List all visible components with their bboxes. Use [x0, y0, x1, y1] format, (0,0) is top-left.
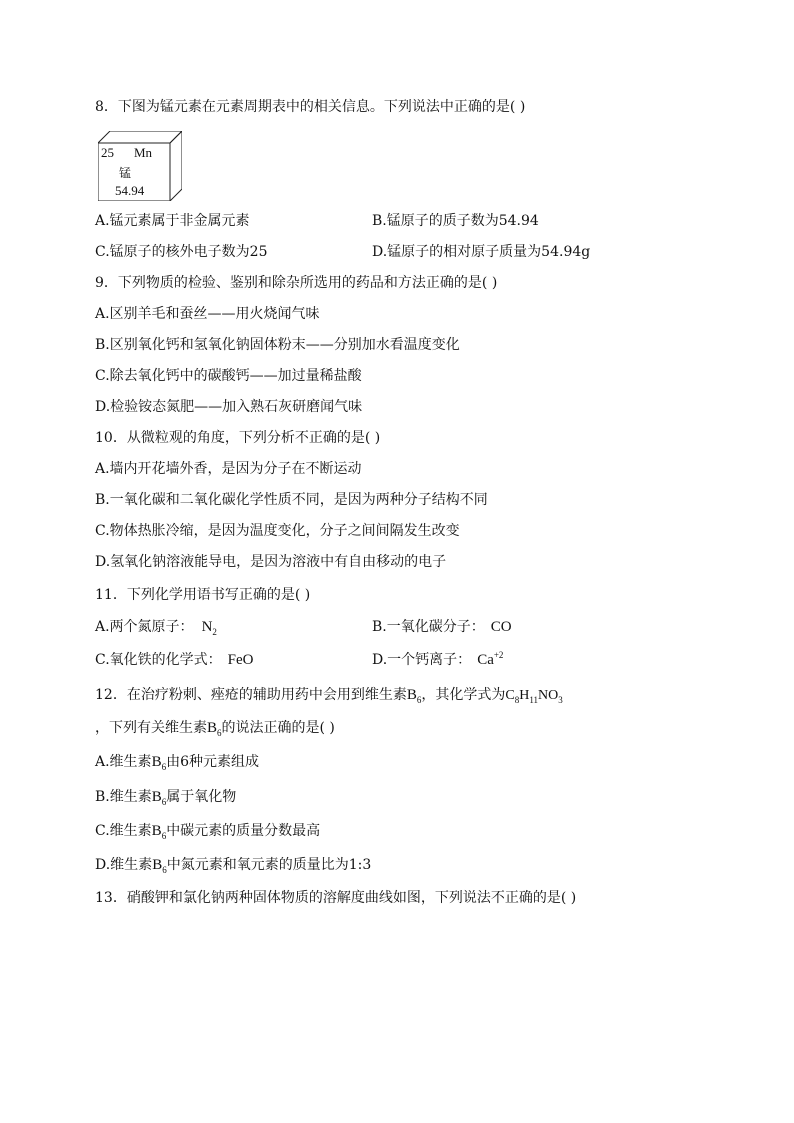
q10-option-a: A.墙内开花墙外香，是因为分子在不断运动 — [95, 461, 362, 477]
atomic-mass: 54.94 — [115, 183, 145, 198]
q8-option-a: A.锰元素属于非金属元素 — [95, 213, 250, 229]
vitamin-b6-symbol: $B_6$ — [151, 754, 167, 772]
q11-option-d-text: D.一个钙离子： — [372, 652, 472, 668]
q9-option-b: B.区别氧化钙和氢氧化钠固体粉末——分别加水看温度变化 — [95, 337, 460, 353]
q12-option-c: C.维生素$B_6$中碳元素的质量分数最高 — [95, 823, 321, 841]
q12-option-d: D.维生素$B_6$中氮元素和氧元素的质量比为1:3 — [95, 857, 372, 875]
question-13-stem: 13．硝酸钾和氯化钠两种固体物质的溶解度曲线如图，下列说法不正确的是( ) — [95, 890, 577, 906]
question-12-stem-continued: ，下列有关维生素$B_6$的说法正确的是( ) — [95, 720, 335, 738]
q11-option-c-formula: FeO — [227, 652, 254, 668]
element-symbol: Mn — [134, 145, 153, 160]
question-12-stem: 12．在治疗粉刺、痤疮的辅助用药中会用到维生素$B_6$，其化学式为$C_8H_{11}NO_3$ — [95, 687, 563, 705]
q12-option-b: B.维生素$B_6$属于氧化物 — [95, 789, 237, 807]
vitamin-b6-formula: $C_8H_{11}NO_3$ — [505, 688, 563, 705]
q11-option-c — [95, 650, 254, 670]
vitamin-b6-symbol: $B_6$ — [151, 789, 167, 807]
vitamin-b6-symbol: $B_6$ — [151, 823, 167, 841]
periodic-table-cell — [98, 131, 182, 201]
vitamin-b6-symbol: $B_6$ — [406, 687, 422, 705]
q9-option-c: C.除去氧化钙中的碳酸钙——加过量稀盐酸 — [95, 368, 362, 384]
q11-option-a — [95, 617, 217, 637]
atomic-number: 25 — [101, 145, 114, 160]
q11-option-b-text: B.一氧化碳分子： — [372, 619, 485, 635]
element-name: 锰 — [119, 166, 132, 180]
q11-option-a-formula: $N_2$ — [201, 619, 217, 637]
q12-option-a: A.维生素$B_6$由6种元素组成 — [95, 754, 259, 772]
q9-option-a: A.区别羊毛和蚕丝——用火烧闻气味 — [95, 306, 320, 322]
q9-option-d: D.检验铵态氮肥——加入熟石灰研磨闻气味 — [95, 399, 363, 415]
question-8-stem: 8．下图为锰元素在元素周期表中的相关信息。下列说法中正确的是( ) — [95, 99, 526, 115]
question-9-stem: 9．下列物质的检验、鉴别和除杂所选用的药品和方法正确的是( ) — [95, 275, 498, 291]
q8-option-c: C.锰原子的核外电子数为25 — [95, 244, 268, 260]
q8-option-d: D.锰原子的相对原子质量为54.94g — [372, 244, 591, 260]
q11-option-c-text: C.氧化铁的化学式： — [95, 652, 222, 668]
q10-option-b: B.一氧化碳和二氧化碳化学性质不同，是因为两种分子结构不同 — [95, 492, 488, 508]
q10-option-d: D.氢氧化钠溶液能导电，是因为溶液中有自由移动的电子 — [95, 554, 447, 570]
vitamin-b6-symbol: $B_6$ — [152, 857, 167, 875]
q11-option-a-text: A.两个氮原子： — [95, 619, 194, 635]
q11-option-d-formula: $Ca^{+2}$ — [477, 650, 504, 668]
vitamin-b6-symbol: $B_6$ — [207, 720, 222, 738]
q8-option-b: B.锰原子的质子数为54.94 — [372, 213, 539, 229]
question-10-stem: 10．从微粒观的角度，下列分析不正确的是( ) — [95, 430, 381, 446]
q11-option-d — [372, 650, 503, 670]
q11-option-b-formula: CO — [490, 619, 512, 635]
question-11-stem: 11．下列化学用语书写正确的是( ) — [95, 587, 311, 603]
q10-option-c: C.物体热胀冷缩，是因为温度变化，分子之间间隔发生改变 — [95, 523, 460, 539]
q11-option-b — [372, 617, 512, 637]
